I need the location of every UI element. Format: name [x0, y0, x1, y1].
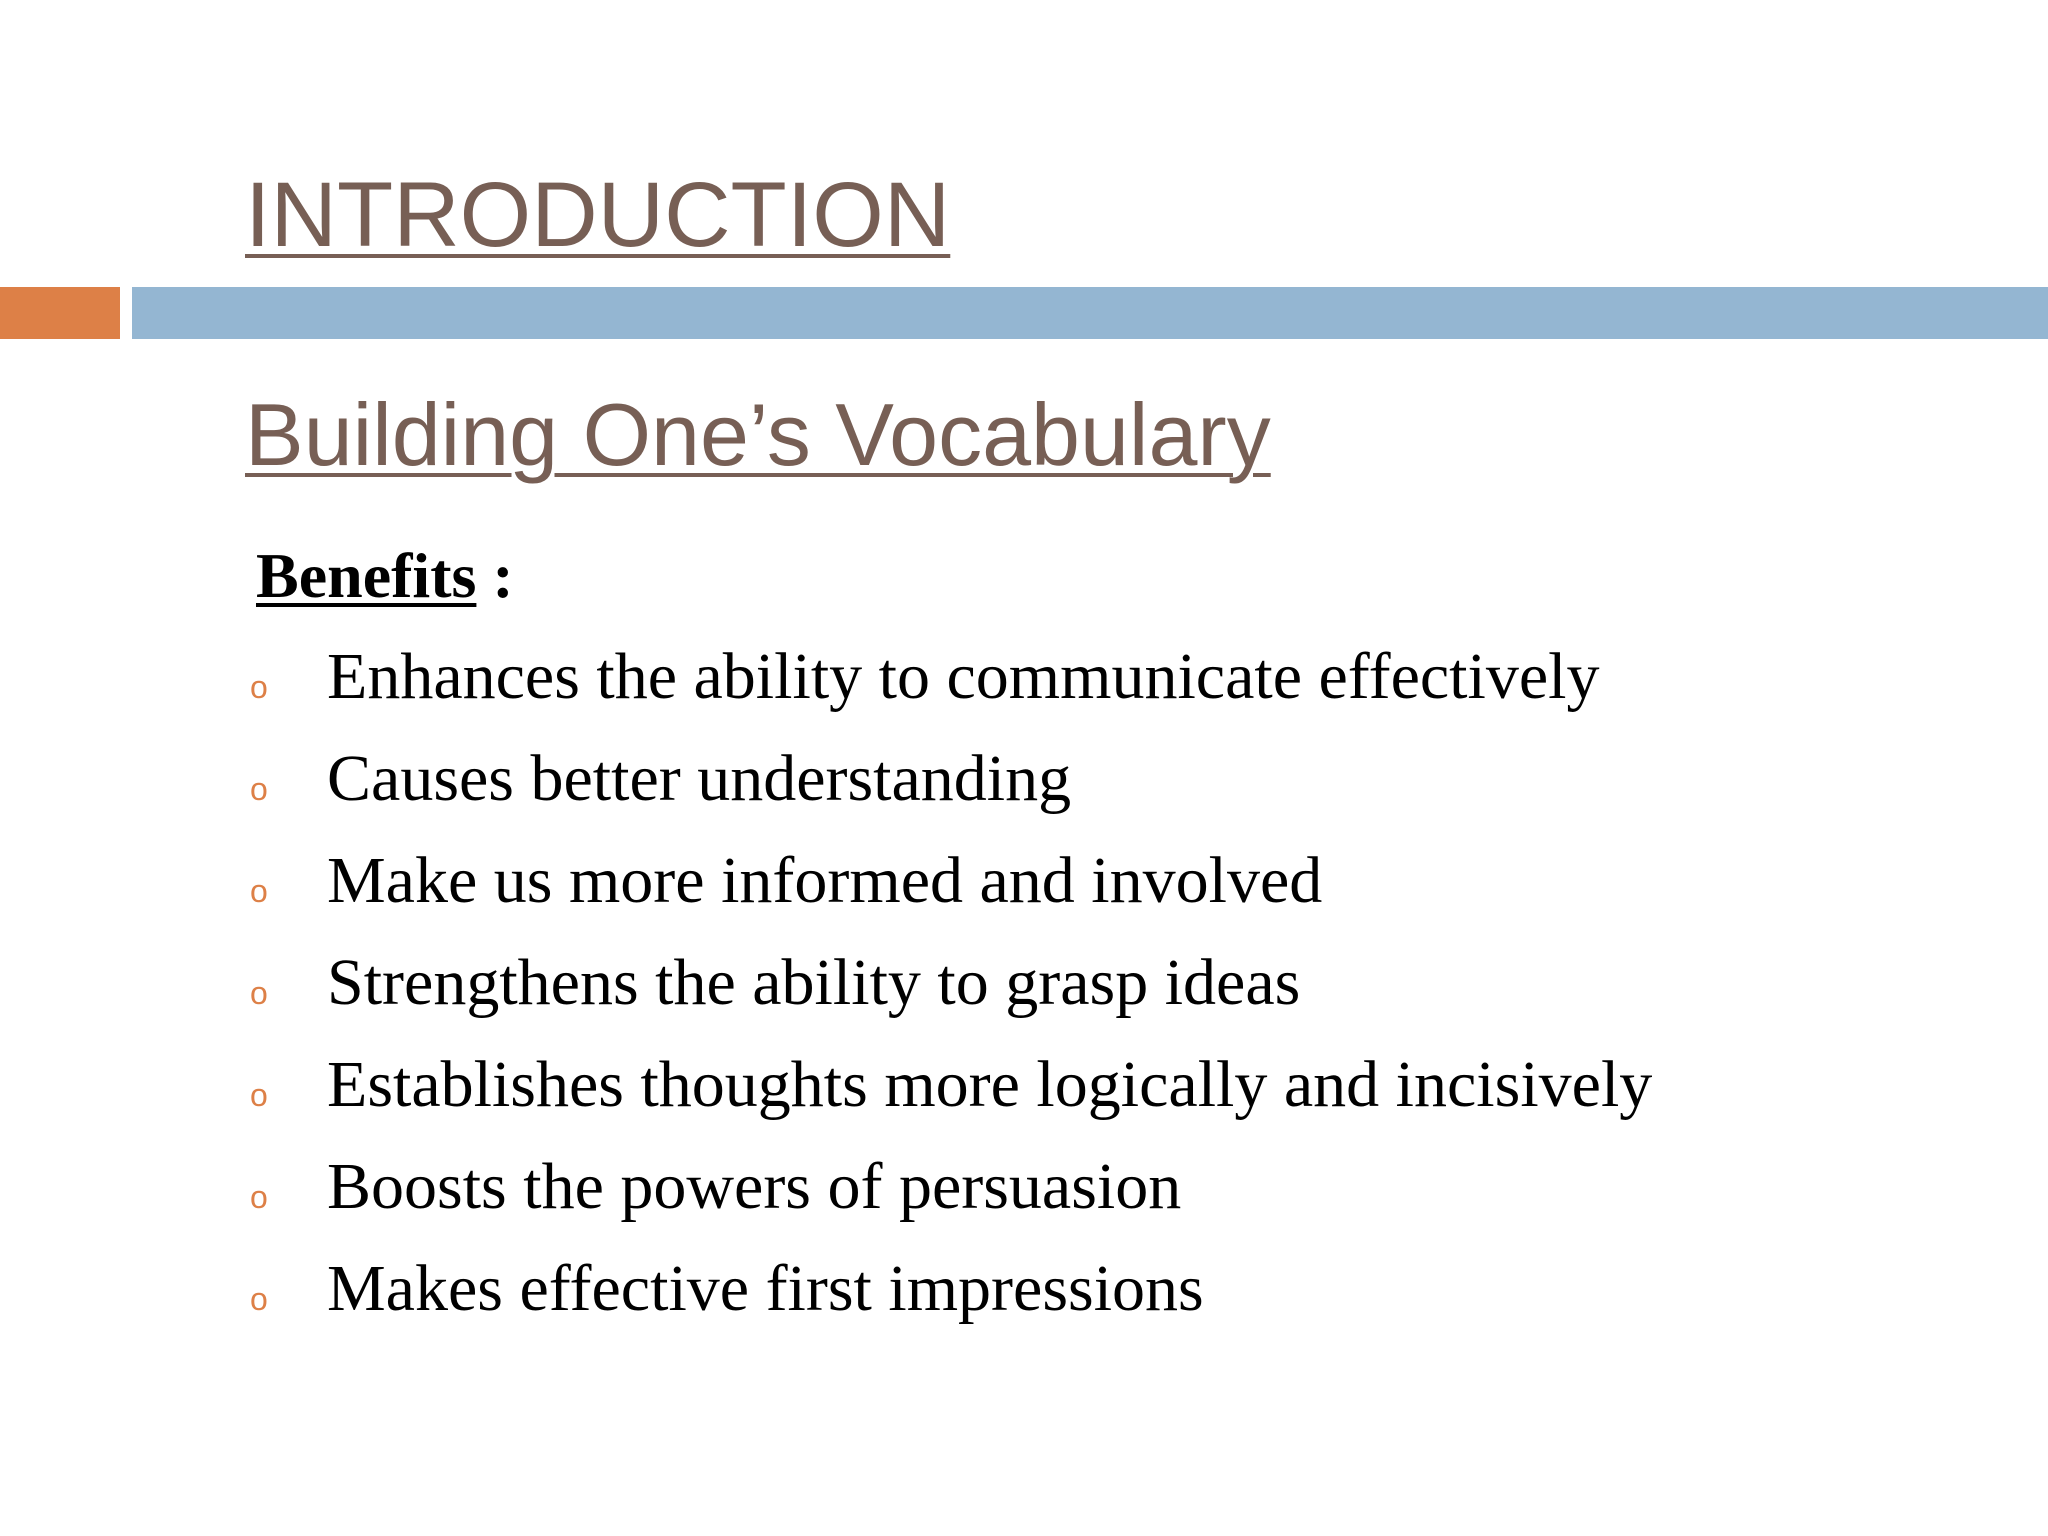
list-item-text: Makes effective first impressions: [327, 1252, 1204, 1325]
benefits-list: [250, 632, 1652, 1346]
list-item-text: Make us more informed and involved: [327, 844, 1323, 917]
slide-title: INTRODUCTION: [245, 164, 951, 266]
benefits-label: Benefits: [256, 540, 477, 611]
list-item-text: Boosts the powers of persuasion: [327, 1150, 1182, 1223]
bullet-circle-icon: o: [250, 1281, 268, 1317]
list-item: [250, 632, 1652, 734]
slide-subtitle: Building One’s Vocabulary: [245, 385, 1271, 484]
list-item-text: Causes better understanding: [327, 742, 1072, 815]
bullet-circle-icon: o: [250, 873, 268, 909]
list-item-text: Establishes thoughts more logically and incisively: [327, 1048, 1653, 1121]
bullet-circle-icon: o: [250, 771, 268, 807]
bullet-circle-icon: o: [250, 1179, 268, 1215]
bullet-circle-icon: o: [250, 1077, 268, 1113]
list-item-text: Strengthens the ability to grasp ideas: [327, 946, 1301, 1019]
list-item-text: Enhances the ability to communicate effectively: [327, 640, 1600, 713]
bullet-circle-icon: o: [250, 669, 268, 705]
list-item: [250, 1142, 1652, 1244]
benefits-heading: [256, 536, 514, 616]
list-item: [250, 1244, 1652, 1346]
list-item: [250, 836, 1652, 938]
benefits-colon: :: [476, 540, 514, 611]
bullet-circle-icon: o: [250, 975, 268, 1011]
accent-bar-orange: [0, 287, 120, 339]
list-item: [250, 938, 1652, 1040]
list-item: [250, 734, 1652, 836]
accent-bar-blue: [132, 287, 2048, 339]
list-item: [250, 1040, 1652, 1142]
